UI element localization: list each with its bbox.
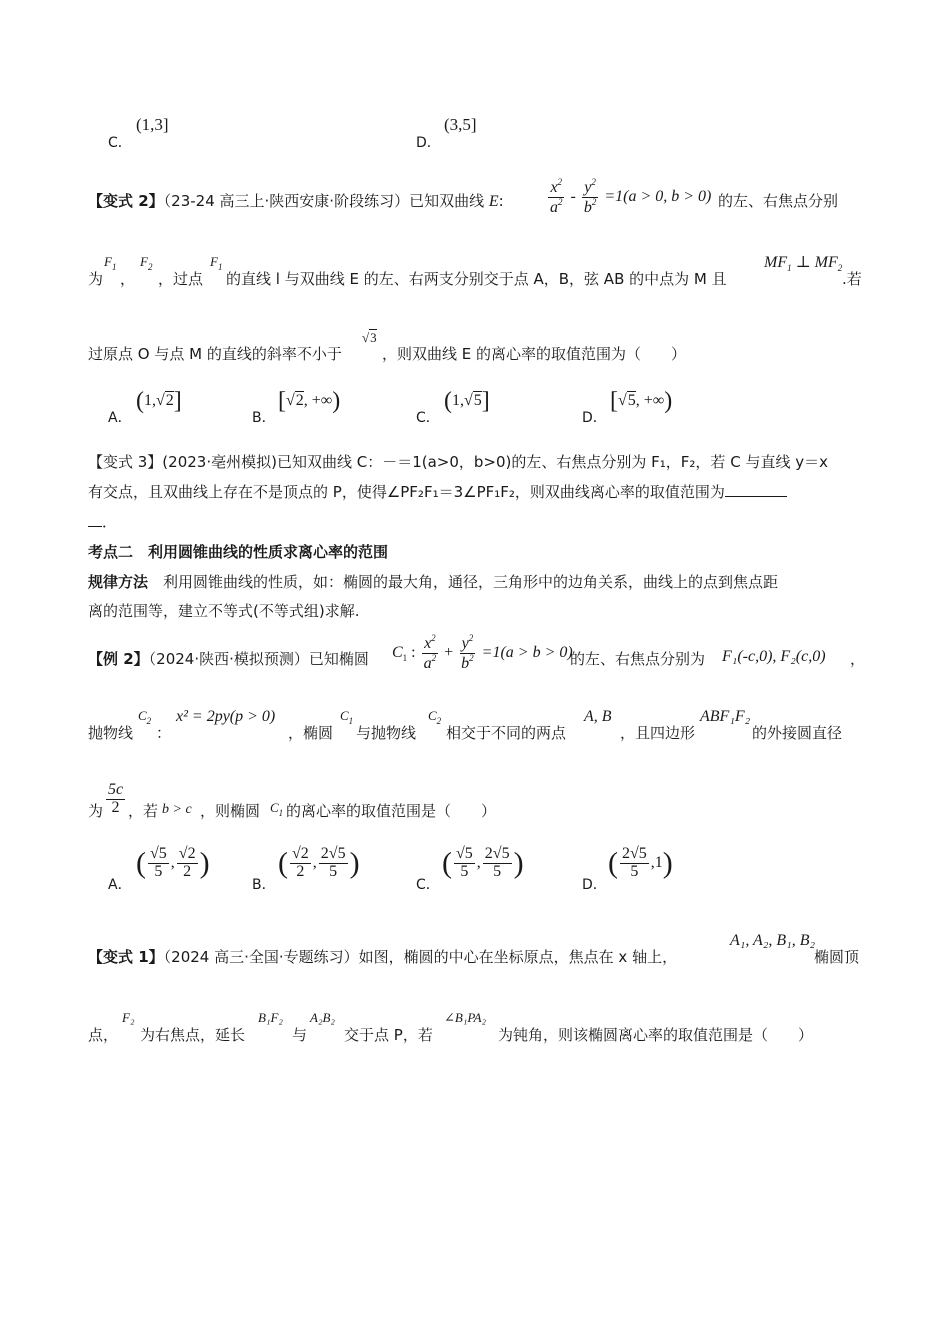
variant2-perp-condition: $MF_1$ ⊥ $MF_2$: [764, 254, 843, 273]
variant2-option-d-label: D．: [582, 410, 607, 426]
variant1-f2: F₂: [122, 1010, 135, 1025]
option-c-label: C．: [108, 135, 132, 151]
variant2-f2: $F_2$: [140, 254, 153, 272]
example2-c1-ref: $C_1$: [340, 708, 354, 726]
variant2-line1: 【变式 2】（23-24 高三上·陕西安康·阶段练习）已知双曲线 E:: [88, 192, 504, 210]
example2-option-d-label: D．: [582, 877, 607, 893]
example2-line1-end: ，: [850, 650, 866, 668]
variant1-line2-end: 为钝角，则该椭圆离心率的取值范围是（ ）: [498, 1026, 814, 1044]
variant1-line2-and: 与: [292, 1026, 308, 1044]
variant1-b1f2: B₁F₂: [258, 1010, 283, 1025]
variant1-line2-extend: 为右焦点，延长: [140, 1026, 246, 1044]
variant2-option-c-value: (1,√5]: [444, 388, 490, 414]
variant1-a2b2: A₂B₂: [310, 1010, 335, 1025]
variant2-option-d-value: [√5, +∞): [610, 388, 673, 414]
variant1-line1-end: 椭圆顶: [814, 948, 860, 966]
example2-line3-end: 的离心率的取值范围是（ ）: [286, 802, 497, 820]
option-c-value: (1,3]: [136, 115, 169, 134]
example2-line3-if: ，若: [128, 802, 159, 820]
variant2-source: （23-24 高三上·陕西安康·阶段练习）已知双曲线: [163, 192, 485, 210]
variant2-option-a-value: (1,√2]: [136, 388, 182, 414]
variant2-point-f1: $F_1$: [210, 254, 223, 272]
variant3-answer-blank: [725, 482, 787, 497]
example2-line2-colon: ：: [156, 724, 172, 742]
example2-option-b-value: ( $\frac{√2}{2}$ , $\frac{2√5}{5}$ ): [278, 845, 360, 880]
example2-line2-start: 抛物线: [88, 724, 134, 742]
example2-tag: 【例 2】: [88, 650, 149, 668]
variant2-line2-end: .若: [842, 270, 862, 288]
example2-line2-ellipse: ，椭圆: [288, 724, 334, 742]
variant1-line2-meet: 交于点 P，若: [344, 1026, 433, 1044]
example2-c2: $C_2$: [138, 708, 152, 726]
example2-c2-ref: $C_2$: [428, 708, 442, 726]
example2-foci: F₁(-c,0), F₂(c,0): [722, 648, 826, 665]
example2-line2-intersect: 相交于不同的两点: [446, 724, 567, 742]
example2-points-ab: A, B: [584, 708, 612, 725]
section2-rule-line1: 规律方法 利用圆锥曲线的性质，如：椭圆的最大角，通径，三角形中的边角关系，曲线上的点到焦点距: [88, 573, 779, 591]
option-d-label: D．: [416, 135, 441, 151]
variant1-angle: ∠B₁PA₂: [444, 1010, 487, 1025]
option-d-value: (3,5]: [444, 115, 477, 134]
variant3-line2: 有交点，且双曲线上存在不是顶点的 P，使得∠PF₂F₁＝3∠PF₁F₂，则双曲线离心率的取值范围为: [88, 481, 787, 503]
section2-title: 考点二 利用圆锥曲线的性质求离心率的范围: [88, 543, 389, 561]
example2-line2-end: 的外接圆直径: [752, 724, 843, 742]
variant2-option-c-label: C．: [416, 410, 440, 426]
example2-option-a-value: ( $\frac{√5}{5}$ , $\frac{√2}{2}$ ): [136, 845, 210, 880]
variant1-line1: 【变式 1】（2024 高三·全国·专题练习）如图，椭圆的中心在坐标原点，焦点在 x 轴上，: [88, 948, 678, 966]
variant3-line1: 【变式 3】(2023·亳州模拟)已知双曲线 C：－＝1(a>0，b>0)的左、右焦点分别为 F₁，F₂，若 C 与直线 y＝x: [88, 453, 828, 471]
example2-line2-quad: ，且四边形: [620, 724, 696, 742]
example2-condition: b > c: [162, 802, 192, 817]
variant1-line2-start: 点，: [88, 1026, 119, 1044]
example2-option-a-label: A．: [108, 877, 132, 893]
example2-ellipse-equation: $C_1$ : $\frac{x^2}{a^2}$ + $\frac{y^2}{b^2}$ =1(a > b > 0): [392, 633, 573, 672]
variant1-tag: 【变式 1】: [88, 948, 164, 966]
variant2-option-b-label: B．: [252, 410, 276, 426]
variant2-tag: 【变式 2】: [88, 192, 164, 210]
variant2-f1: $F_1$: [104, 254, 117, 272]
variant3-line3: ．: [88, 511, 117, 533]
example2-diameter-fraction: $\frac{5c}{2}$: [108, 781, 124, 816]
example2-option-b-label: B．: [252, 877, 276, 893]
variant2-hyperbola-equation: $\frac{x^2}{a^2}$ - $\frac{y^2}{b^2}$ =1(a > 0, b > 0): [550, 177, 712, 216]
example2-line3-ellipse: ，则椭圆: [200, 802, 261, 820]
variant2-option-a-label: A．: [108, 410, 132, 426]
variant2-line1-tail: 的左、右焦点分别: [718, 192, 839, 210]
variant2-line3-start: 过原点 O 与点 M 的直线的斜率不小于: [88, 345, 342, 363]
variant2-curve-name: E: [488, 193, 499, 210]
variant2-line2-start: 为: [88, 270, 104, 288]
variant2-sqrt3: √3: [362, 330, 377, 345]
example2-option-c-value: ( $\frac{√5}{5}$ , $\frac{2√5}{5}$ ): [442, 845, 524, 880]
example2-line1: 【例 2】（2024·陕西·模拟预测）已知椭圆: [88, 650, 369, 668]
example2-line3-start: 为: [88, 802, 104, 820]
variant2-line2-through: ，过点: [158, 270, 204, 288]
variant1-vertices: A₁, A₂, B₁, B₂: [730, 932, 816, 949]
example2-line2-with: 与抛物线: [356, 724, 417, 742]
section2-rule-label: 规律方法: [88, 573, 149, 591]
example2-option-c-label: C．: [416, 877, 440, 893]
example2-option-d-value: ( $\frac{2√5}{5}$ ,1): [608, 845, 673, 880]
example2-parabola: x² = 2py(p > 0): [176, 708, 276, 725]
variant2-line2-body: 的直线 l 与双曲线 E 的左、右两支分别交于点 A，B，弦 AB 的中点为 M 且: [226, 270, 727, 288]
example2-line1-foci-text: 的左、右焦点分别为: [570, 650, 706, 668]
variant2-option-b-value: [√2, +∞): [278, 388, 341, 414]
example2-quadrilateral: ABF₁F₂: [700, 708, 751, 725]
section2-rule-line2: 离的范围等，建立不等式(不等式组)求解.: [88, 602, 360, 620]
example2-c1-ref2: $C_1$: [270, 800, 284, 818]
variant2-line3-end: ，则双曲线 E 的离心率的取值范围为（ ）: [382, 345, 687, 363]
variant2-comma: ，: [120, 270, 136, 288]
